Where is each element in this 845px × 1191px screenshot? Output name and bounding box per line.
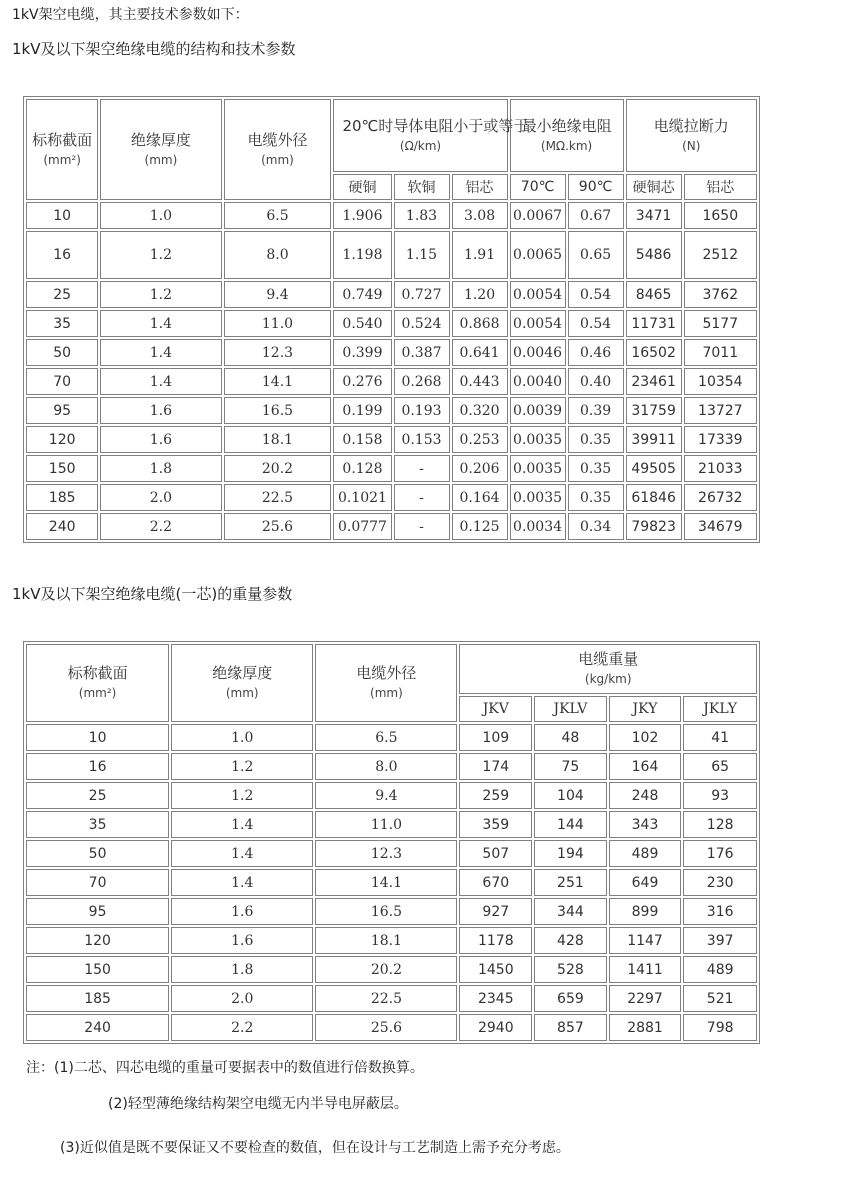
table-cell: 144	[534, 811, 607, 838]
table-cell: 1.6	[171, 927, 313, 954]
table-cell: 25	[26, 782, 169, 809]
table-cell: 2940	[459, 1014, 532, 1041]
table-cell: 0.540	[333, 310, 391, 337]
table-cell: 1.15	[394, 231, 450, 279]
table-cell: 2.0	[171, 985, 313, 1012]
table-cell: 927	[459, 898, 532, 925]
table-row	[26, 985, 757, 1012]
table-cell: 343	[609, 811, 682, 838]
table-row	[26, 811, 757, 838]
table-cell: -	[394, 455, 450, 482]
w-header-insulation-label: 绝缘厚度	[212, 664, 273, 682]
table-cell: 150	[26, 455, 98, 482]
subheader-90c: 90℃	[568, 174, 624, 200]
table-cell: 259	[459, 782, 532, 809]
table-cell: 1.4	[171, 811, 313, 838]
weight-parameters-table	[23, 641, 760, 1044]
note-2: (2)轻型薄绝缘结构架空电缆无内半导电屏蔽层。	[108, 1096, 408, 1112]
header-tensile-label: 电缆拉断力	[653, 116, 729, 135]
subheader-jkv: JKV	[459, 696, 532, 722]
table-cell: 0.0054	[510, 281, 566, 308]
table-cell: 23461	[626, 368, 682, 395]
table-cell: 18.1	[224, 426, 332, 453]
table-cell: 16.5	[224, 397, 332, 424]
table-cell: 35	[26, 310, 98, 337]
table-cell: 75	[534, 753, 607, 780]
table-cell: 2297	[609, 985, 682, 1012]
header-tensile	[626, 99, 757, 172]
w-header-cross-section	[26, 644, 169, 722]
table-cell: 16.5	[315, 898, 457, 925]
table-cell: 1.4	[171, 840, 313, 867]
table-cell: 0.268	[394, 368, 450, 395]
table-cell: 25.6	[315, 1014, 457, 1041]
table-cell: 1.198	[333, 231, 391, 279]
table-row	[26, 397, 757, 424]
table-cell: 18.1	[315, 927, 457, 954]
w-header-insulation	[171, 644, 313, 722]
table-row	[26, 869, 757, 896]
intro-text: 1kV架空电缆，其主要技术参数如下：	[12, 7, 249, 23]
w-header-cross-section-label: 标称截面	[67, 664, 128, 682]
table-row	[26, 484, 757, 511]
table-row	[26, 310, 757, 337]
w-header-insulation-unit: (mm)	[225, 686, 259, 700]
table-cell: 0.0040	[510, 368, 566, 395]
header-resistance-label: 20℃时导体电阻小于或等于	[342, 116, 529, 135]
table-cell: 11731	[626, 310, 682, 337]
table-cell: 0.0777	[333, 513, 391, 540]
table-cell: 6.5	[315, 724, 457, 751]
w-header-outer-diameter-label: 电缆外径	[356, 664, 417, 682]
table-cell: 3.08	[452, 202, 508, 229]
table-cell: 93	[683, 782, 757, 809]
table-cell: 25	[26, 281, 98, 308]
table-cell: 185	[26, 985, 169, 1012]
table-cell: 102	[609, 724, 682, 751]
table-cell: 428	[534, 927, 607, 954]
table-row	[26, 202, 757, 229]
table-cell: 150	[26, 956, 169, 983]
table-cell: 20.2	[315, 956, 457, 983]
table-cell: 1.6	[171, 898, 313, 925]
table-cell: 1.2	[100, 281, 221, 308]
table-cell: 359	[459, 811, 532, 838]
table-cell: 41	[683, 724, 757, 751]
table-cell: 120	[26, 927, 169, 954]
table-row	[26, 782, 757, 809]
table-cell: 489	[609, 840, 682, 867]
header-outer-diameter	[224, 99, 332, 200]
table-cell: 0.524	[394, 310, 450, 337]
table-cell: 10354	[684, 368, 757, 395]
table-cell: 0.164	[452, 484, 508, 511]
w-header-outer-diameter-unit: (mm)	[370, 686, 403, 700]
table-cell: 0.0046	[510, 339, 566, 366]
w-header-cross-section-unit: (mm²)	[78, 686, 117, 700]
table-cell: 0.0034	[510, 513, 566, 540]
table-cell: 0.67	[568, 202, 624, 229]
header-cross-section-label: 标称截面	[32, 130, 93, 149]
table-cell: 70	[26, 368, 98, 395]
table-cell: 0.253	[452, 426, 508, 453]
subheader-soft-copper: 软铜	[394, 174, 450, 200]
w-header-outer-diameter	[315, 644, 457, 722]
table-cell: 50	[26, 840, 169, 867]
table-cell: 20.2	[224, 455, 332, 482]
table-cell: 79823	[626, 513, 682, 540]
table-row	[26, 956, 757, 983]
table-row	[26, 231, 757, 279]
header-outer-diameter-unit: (mm)	[261, 152, 294, 167]
table-cell: 0.54	[568, 310, 624, 337]
table-cell: 39911	[626, 426, 682, 453]
table-cell: 128	[683, 811, 757, 838]
table-cell: 528	[534, 956, 607, 983]
table-cell: 49505	[626, 455, 682, 482]
table-cell: 1178	[459, 927, 532, 954]
table-cell: 26732	[684, 484, 757, 511]
table-cell: 1.4	[100, 368, 221, 395]
header-cross-section	[26, 99, 98, 200]
table-cell: 344	[534, 898, 607, 925]
table-cell: 0.199	[333, 397, 391, 424]
table-row	[26, 840, 757, 867]
table-cell: 0.0065	[510, 231, 566, 279]
table-cell: 14.1	[315, 869, 457, 896]
table-cell: 1.83	[394, 202, 450, 229]
w-header-weight-unit: (kg/km)	[584, 672, 632, 686]
table-cell: 0.868	[452, 310, 508, 337]
note-1: 注：(1)二芯、四芯电缆的重量可要据表中的数值进行倍数换算。	[26, 1060, 424, 1076]
table-cell: 22.5	[315, 985, 457, 1012]
table-cell: 48	[534, 724, 607, 751]
table-cell: 0.399	[333, 339, 391, 366]
table-cell: 1.8	[171, 956, 313, 983]
table-cell: 1.8	[100, 455, 221, 482]
table-row	[26, 724, 757, 751]
table-cell: 0.443	[452, 368, 508, 395]
table-cell: 17339	[684, 426, 757, 453]
table-cell: 176	[683, 840, 757, 867]
table-cell: 70	[26, 869, 169, 896]
table-cell: 13727	[684, 397, 757, 424]
table-cell: 16	[26, 753, 169, 780]
table-cell: 2345	[459, 985, 532, 1012]
table-cell: 240	[26, 1014, 169, 1041]
table-cell: 185	[26, 484, 98, 511]
table-cell: 1.2	[171, 782, 313, 809]
table-cell: 6.5	[224, 202, 332, 229]
table1-title: 1kV及以下架空绝缘电缆的结构和技术参数	[12, 40, 296, 58]
table-cell: 0.641	[452, 339, 508, 366]
table-cell: 5177	[684, 310, 757, 337]
table-cell: 1.6	[100, 426, 221, 453]
table-cell: 7011	[684, 339, 757, 366]
w-header-weight	[459, 644, 757, 694]
table-cell: 0.0067	[510, 202, 566, 229]
table-cell: 10	[26, 202, 98, 229]
table-cell: 22.5	[224, 484, 332, 511]
table-cell: 35	[26, 811, 169, 838]
table-cell: 11.0	[224, 310, 332, 337]
table-cell: 0.158	[333, 426, 391, 453]
table-cell: 2.2	[171, 1014, 313, 1041]
subheader-hard-copper-core: 硬铜芯	[626, 174, 682, 200]
table-cell: 670	[459, 869, 532, 896]
table-row	[26, 513, 757, 540]
table-cell: 1411	[609, 956, 682, 983]
table-row	[26, 281, 757, 308]
table-cell: 489	[683, 956, 757, 983]
table-cell: 14.1	[224, 368, 332, 395]
header-outer-diameter-label: 电缆外径	[247, 130, 308, 149]
table-cell: 3762	[684, 281, 757, 308]
table-cell: 316	[683, 898, 757, 925]
subheader-70c: 70℃	[510, 174, 566, 200]
table-cell: 5486	[626, 231, 682, 279]
table-cell: 109	[459, 724, 532, 751]
header-insulation-unit: (mm)	[144, 152, 178, 167]
table-row	[26, 368, 757, 395]
table-cell: 0.0035	[510, 455, 566, 482]
table-cell: 0.39	[568, 397, 624, 424]
table-cell: 1.4	[171, 869, 313, 896]
technical-parameters-table	[23, 96, 760, 543]
table-cell: 899	[609, 898, 682, 925]
subheader-jkly: JKLY	[683, 696, 757, 722]
table-cell: 0.35	[568, 455, 624, 482]
note-3: (3)近似值是既不要保证又不要检查的数值，但在设计与工艺制造上需予充分考虑。	[60, 1140, 570, 1156]
table-cell: 1450	[459, 956, 532, 983]
table-cell: 0.193	[394, 397, 450, 424]
table-cell: 659	[534, 985, 607, 1012]
table-cell: 3471	[626, 202, 682, 229]
table-cell: 95	[26, 397, 98, 424]
table-cell: 12.3	[224, 339, 332, 366]
header-insulation-label: 绝缘厚度	[130, 130, 191, 149]
table-cell: 61846	[626, 484, 682, 511]
table-cell: 12.3	[315, 840, 457, 867]
table-cell: 8.0	[224, 231, 332, 279]
table-cell: 0.387	[394, 339, 450, 366]
table-cell: 0.46	[568, 339, 624, 366]
header-min-insulation-label: 最小绝缘电阻	[521, 116, 612, 135]
table-cell: 798	[683, 1014, 757, 1041]
table-cell: 31759	[626, 397, 682, 424]
table-cell: 1147	[609, 927, 682, 954]
table-cell: 0.35	[568, 484, 624, 511]
table-cell: 0.1021	[333, 484, 391, 511]
header-insulation	[100, 99, 221, 200]
table-cell: 0.276	[333, 368, 391, 395]
table-cell: 0.206	[452, 455, 508, 482]
table-cell: 8465	[626, 281, 682, 308]
table-cell: 0.0035	[510, 484, 566, 511]
table-cell: 10	[26, 724, 169, 751]
table-cell: 0.0054	[510, 310, 566, 337]
header-tensile-unit: (N)	[682, 138, 701, 153]
table-cell: 0.749	[333, 281, 391, 308]
subheader-jky: JKY	[609, 696, 682, 722]
subheader-aluminum: 铝芯	[452, 174, 508, 200]
table-cell: 34679	[684, 513, 757, 540]
table-cell: 1.4	[100, 310, 221, 337]
table-cell: 104	[534, 782, 607, 809]
table-cell: 1.91	[452, 231, 508, 279]
table-row	[26, 927, 757, 954]
subheader-jklv: JKLV	[534, 696, 607, 722]
table-row	[26, 753, 757, 780]
table-cell: 9.4	[224, 281, 332, 308]
table-row	[26, 426, 757, 453]
table-cell: 0.34	[568, 513, 624, 540]
table-row	[26, 339, 757, 366]
header-cross-section-unit: (mm²)	[43, 152, 81, 167]
table-cell: -	[394, 513, 450, 540]
table-cell: 240	[26, 513, 98, 540]
table-cell: 1.4	[100, 339, 221, 366]
table-cell: 25.6	[224, 513, 332, 540]
subheader-hard-copper: 硬铜	[333, 174, 391, 200]
table-cell: 16	[26, 231, 98, 279]
table-cell: 1650	[684, 202, 757, 229]
table-cell: 521	[683, 985, 757, 1012]
table-row	[26, 898, 757, 925]
table-cell: 194	[534, 840, 607, 867]
table-cell: 174	[459, 753, 532, 780]
table-cell: 0.65	[568, 231, 624, 279]
table-cell: 65	[683, 753, 757, 780]
table-cell: 507	[459, 840, 532, 867]
table2-title: 1kV及以下架空绝缘电缆(一芯)的重量参数	[12, 585, 293, 603]
header-resistance	[333, 99, 529, 172]
header-min-insulation-unit: (MΩ.km)	[540, 138, 593, 153]
table-cell: 1.2	[171, 753, 313, 780]
table-cell: 164	[609, 753, 682, 780]
table-cell: 21033	[684, 455, 757, 482]
table-cell: 1.0	[171, 724, 313, 751]
table-cell: 0.0035	[510, 426, 566, 453]
table-cell: 0.0039	[510, 397, 566, 424]
table-row	[26, 455, 757, 482]
table-cell: 0.320	[452, 397, 508, 424]
table-cell: 248	[609, 782, 682, 809]
table-cell: 0.40	[568, 368, 624, 395]
table-cell: 120	[26, 426, 98, 453]
table-cell: 2.2	[100, 513, 221, 540]
table-cell: 11.0	[315, 811, 457, 838]
table-cell: 2.0	[100, 484, 221, 511]
subheader-aluminum-core: 铝芯	[684, 174, 757, 200]
table-cell: 1.6	[100, 397, 221, 424]
table-cell: 50	[26, 339, 98, 366]
table-row	[26, 1014, 757, 1041]
table-cell: 251	[534, 869, 607, 896]
table-cell: 8.0	[315, 753, 457, 780]
table-cell: 649	[609, 869, 682, 896]
table-cell: 0.153	[394, 426, 450, 453]
table-cell: 0.128	[333, 455, 391, 482]
table-cell: 0.727	[394, 281, 450, 308]
table-cell: 0.35	[568, 426, 624, 453]
table-cell: 2881	[609, 1014, 682, 1041]
table-cell: -	[394, 484, 450, 511]
table-cell: 230	[683, 869, 757, 896]
table-cell: 0.54	[568, 281, 624, 308]
header-resistance-unit: (Ω/km)	[399, 138, 442, 153]
table-cell: 9.4	[315, 782, 457, 809]
table-cell: 95	[26, 898, 169, 925]
header-min-insulation	[510, 99, 624, 172]
table-cell: 857	[534, 1014, 607, 1041]
table-cell: 16502	[626, 339, 682, 366]
table-cell: 1.906	[333, 202, 391, 229]
table-cell: 1.20	[452, 281, 508, 308]
table-cell: 1.0	[100, 202, 221, 229]
table-cell: 397	[683, 927, 757, 954]
table-cell: 0.125	[452, 513, 508, 540]
w-header-weight-label: 电缆重量	[578, 650, 639, 668]
table-cell: 1.2	[100, 231, 221, 279]
table-cell: 2512	[684, 231, 757, 279]
